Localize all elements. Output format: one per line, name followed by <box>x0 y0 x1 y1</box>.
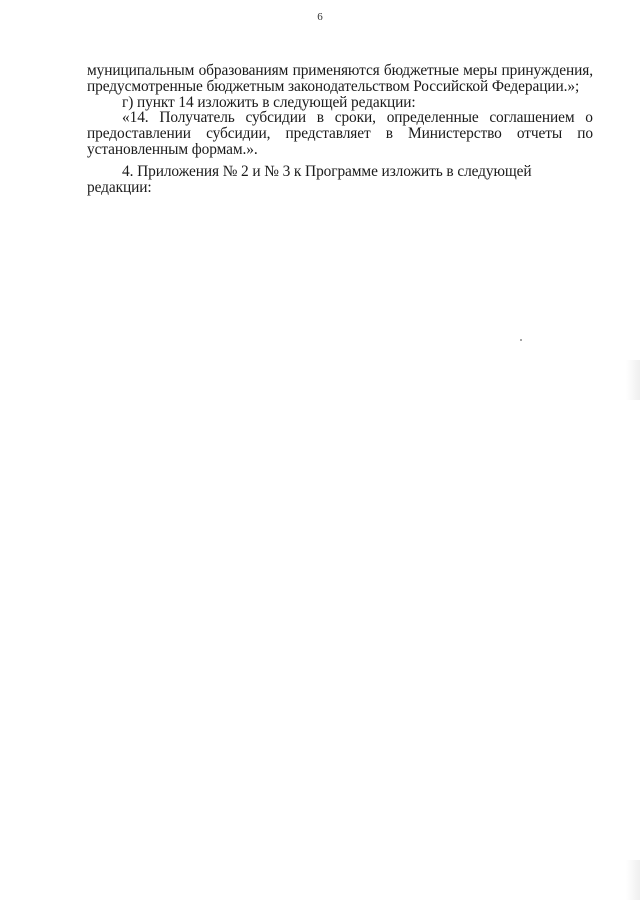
scan-edge-shade <box>626 360 640 400</box>
word: «14. <box>122 109 149 126</box>
word: бюджетные <box>383 62 459 79</box>
word: в <box>316 109 324 126</box>
text-line <box>87 110 593 126</box>
word: определенные <box>386 109 479 126</box>
word: сроки, <box>334 109 376 126</box>
text-line: редакции: <box>87 179 152 196</box>
page-number: 6 <box>317 11 323 23</box>
text-line: г) пункт 14 изложить в следующей редакции: <box>122 94 416 111</box>
text-line <box>87 63 593 79</box>
text-line <box>87 126 593 142</box>
word: в <box>385 125 393 142</box>
word: образованиям <box>198 62 289 79</box>
word: о <box>585 109 593 126</box>
word: Получатель <box>159 109 235 126</box>
paragraph-budget-measures <box>87 63 593 111</box>
paragraph-appendices <box>87 164 593 196</box>
word: применяются <box>292 62 380 79</box>
word: субсидии, <box>206 125 271 142</box>
word: меры <box>463 62 498 79</box>
word: отчеты <box>516 125 563 142</box>
scan-speck <box>520 339 522 341</box>
word: муниципальным <box>87 62 195 79</box>
word: субсидии <box>245 109 307 126</box>
paragraph-item-14 <box>87 110 593 158</box>
word: по <box>577 125 593 142</box>
text-line: предусмотренные бюджетным законодательством Российской Федерации.»; <box>87 78 580 95</box>
scan-edge-shade <box>626 860 640 900</box>
word: Министерство <box>408 125 502 142</box>
text-line: 4. Приложения № 2 и № 3 к Программе изложить в следующей <box>122 163 532 180</box>
word: соглашением <box>489 109 575 126</box>
text-line: установленным формам.». <box>87 141 258 158</box>
word: предоставлении <box>87 125 191 142</box>
word: принуждения, <box>501 62 593 79</box>
word: представляет <box>285 125 371 142</box>
